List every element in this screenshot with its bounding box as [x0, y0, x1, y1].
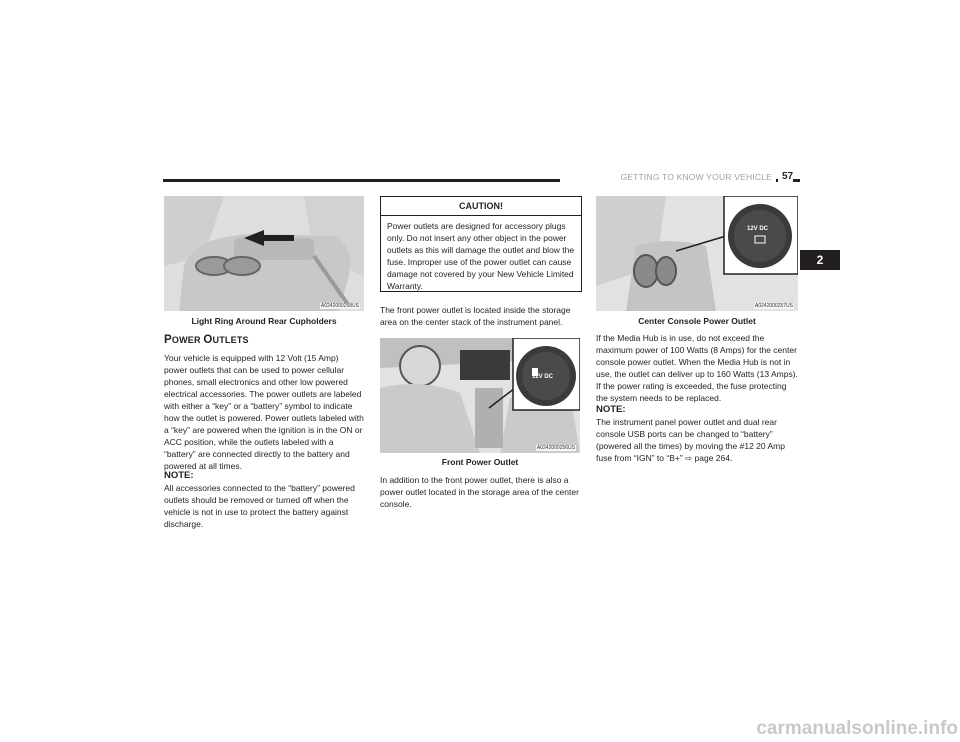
center-console-figure: [596, 196, 798, 311]
figure-caption: Front Power Outlet: [441, 457, 519, 467]
note-label: NOTE:: [596, 404, 626, 415]
heading-part: UTLETS: [212, 335, 249, 345]
console-outlet-paragraph: In addition to the front power outlet, there is also a power outlet located in the storage area of the center console.: [380, 475, 579, 509]
figure-code: A0242000258US: [320, 303, 359, 309]
caution-box: [380, 196, 582, 292]
section-heading: [164, 334, 374, 346]
note-text: [596, 416, 798, 464]
center-console-illustration: [596, 196, 798, 311]
rear-cupholders-illustration: [164, 196, 364, 311]
page-number: 57: [778, 171, 793, 182]
watermark: carmanualsonline.info: [756, 718, 958, 739]
running-header-title: GETTING TO KNOW YOUR VEHICLE: [560, 172, 776, 182]
chapter-tab: 2: [800, 250, 840, 270]
page-reference-arrow-icon: ⇨: [685, 453, 693, 463]
heading-part: OWER: [171, 335, 204, 345]
page-reference-link[interactable]: page 264.: [692, 453, 733, 463]
note-label: NOTE:: [164, 470, 194, 481]
caution-title: CAUTION!: [381, 197, 581, 216]
outlet-label: 12V DC: [532, 374, 554, 380]
figure-code: A0242000256US: [536, 445, 575, 451]
outlet-label: 12V DC: [747, 226, 769, 232]
note-text-main: The instrument panel power outlet and dual rear console USB ports can be changed to “battery” (powered all the times) by moving the #12 20 Amp fuse from “IGN” to “B+”: [596, 417, 785, 463]
heading-initial: P: [164, 334, 172, 346]
front-outlet-paragraph: The front power outlet is located inside the storage area on the center stack of the instrument panel.: [380, 305, 571, 327]
figure-code: A0242000257US: [754, 303, 793, 309]
front-outlet-illustration: [380, 338, 580, 453]
heading-initial: O: [203, 334, 213, 346]
figure-caption: Center Console Power Outlet: [638, 316, 756, 326]
media-hub-paragraph: If the Media Hub is in use, do not exceed the maximum power of 100 Watts (8 Amps) for the center console power outlet. When the Media Hub is not in use, the outlet can deliver up to 160 Watts (13 Amps). If the power rating is exceeded, the fuse protecting the system needs to be replaced.: [596, 333, 798, 403]
figure-caption: Light Ring Around Rear Cupholders: [191, 316, 337, 326]
note-text: All accessories connected to the “battery” powered outlets should be removed or turned off when the vehicle is not in use to protect the battery against discharge.: [164, 483, 355, 529]
power-outlets-paragraph: Your vehicle is equipped with 12 Volt (15 Amp) power outlets that can be used to power cellular phones, small electronics and other low powered electrical accessories. The power outlets are labeled with either a “key” or a “battery” symbol to indicate how the outlet is powered. Power outlets labeled with a “key” are powered when the ignition is in the ON or ACC position, while the outlets labeled with a “battery” are connected directly to the battery and powered at all times.: [164, 353, 364, 471]
caution-text: Power outlets are designed for accessory plugs only. Do not insert any other object in the power outlets as this will damage the outlet and blow the fuse. Improper use of the power outlet can cause damage not covered by your New Vehicle Limited Warranty.: [387, 221, 575, 291]
front-outlet-figure: [380, 338, 580, 453]
rear-cupholders-figure: [164, 196, 364, 311]
